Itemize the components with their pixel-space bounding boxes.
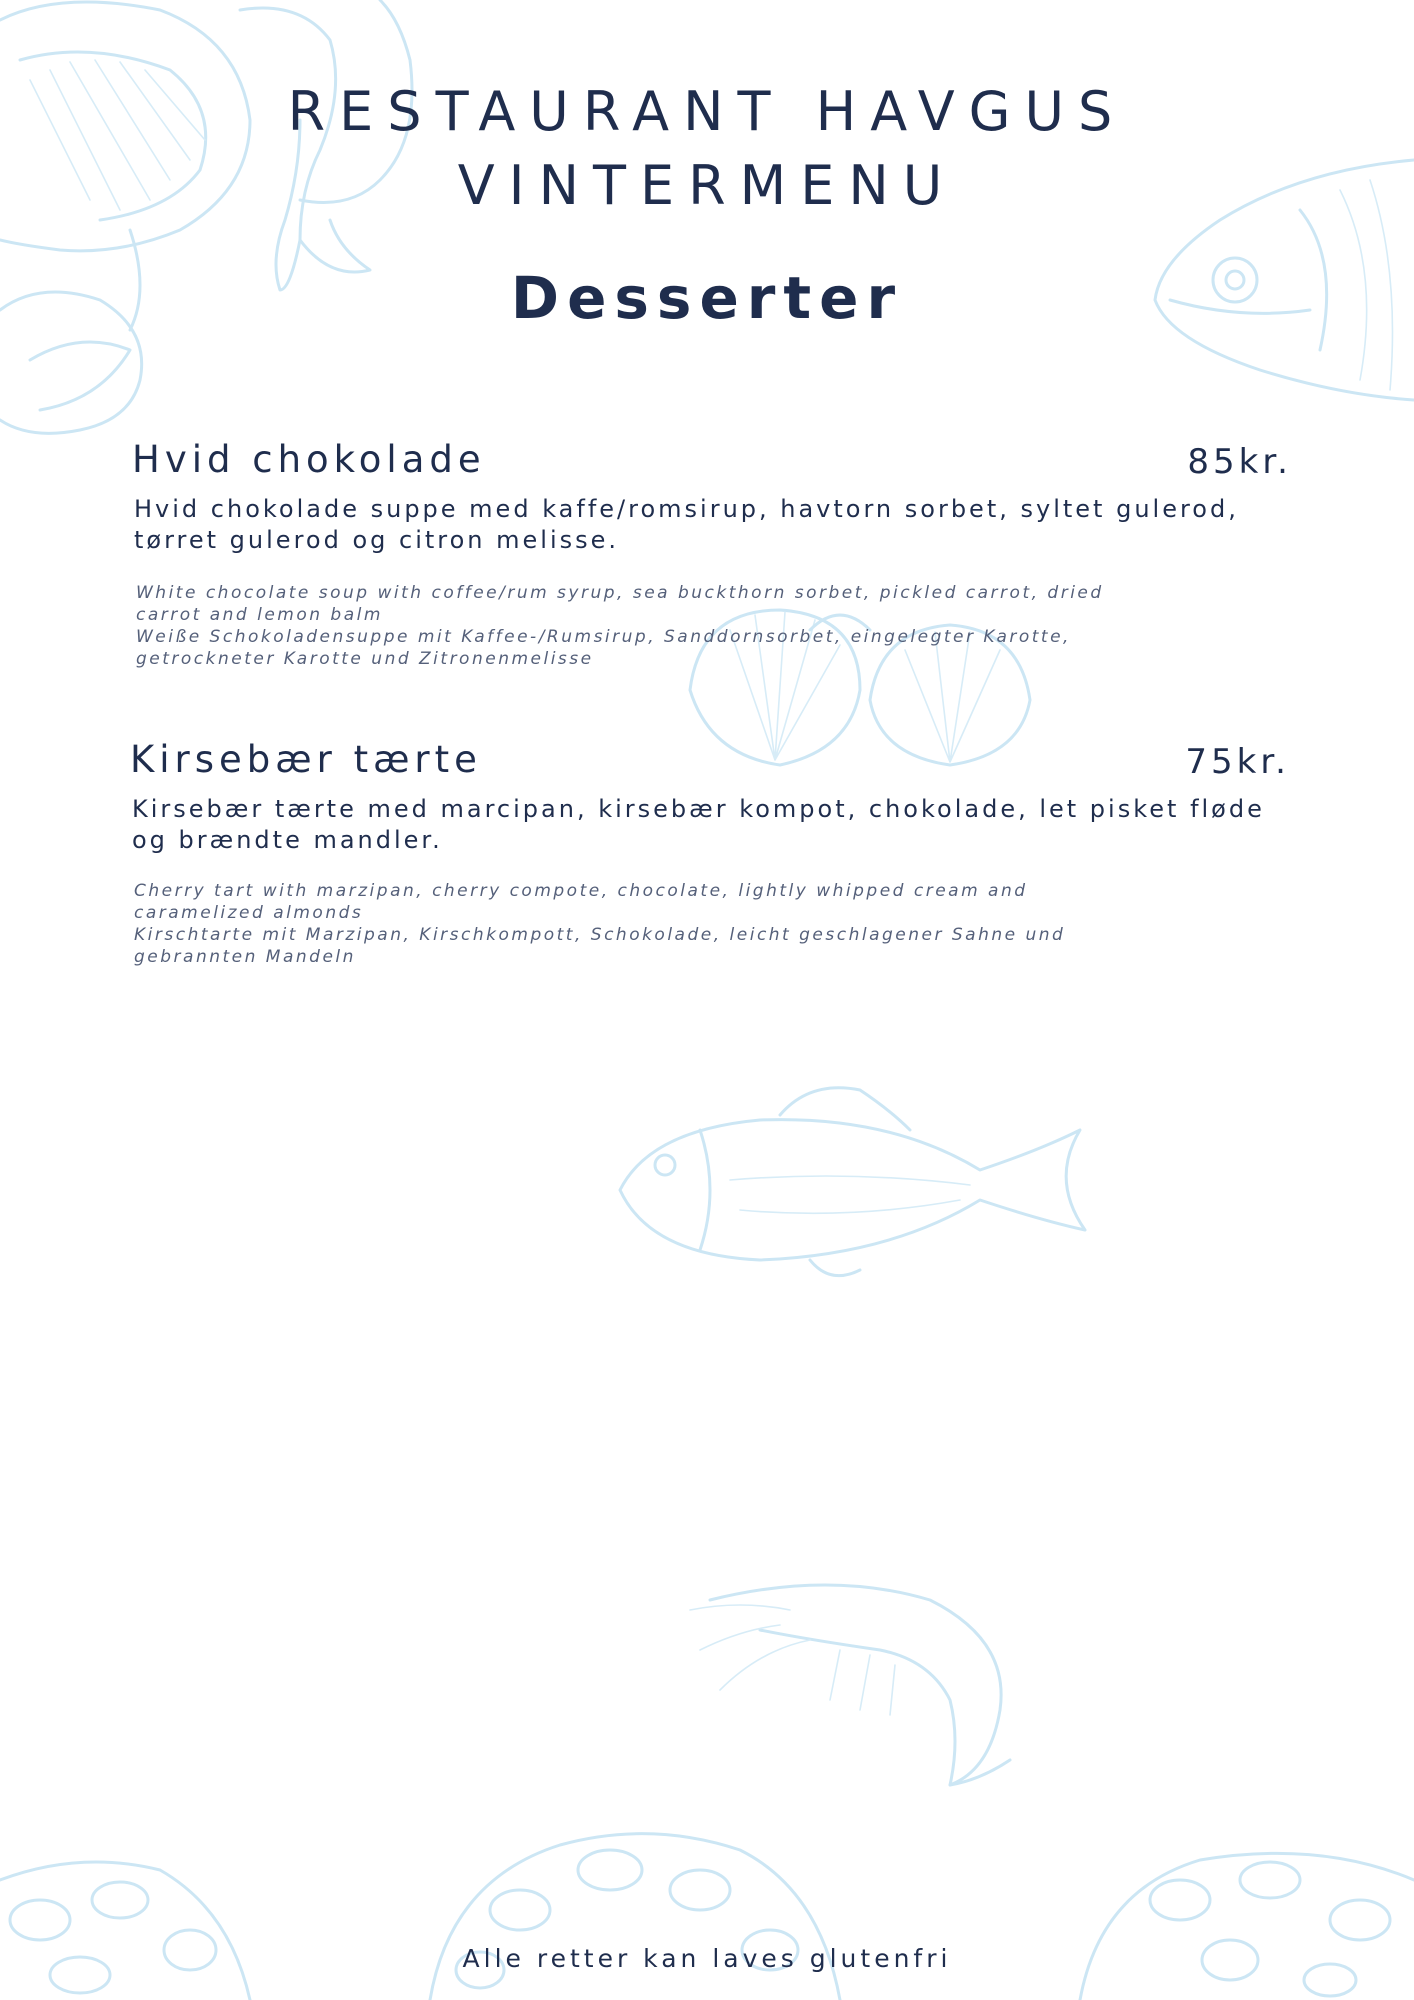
dish-price: 85kr. <box>1187 442 1292 482</box>
menu-item <box>132 436 1292 676</box>
dish-translation-de: Weiße Schokoladensuppe mit Kaffee-/Rumsirup, Sanddornsorbet, eingelegter Karotte, getrockneter Karotte und Zitronenmelisse <box>136 627 1071 669</box>
dish-translation-de: Kirschtarte mit Marzipan, Kirschkompott, Schokolade, leicht geschlagener Sahne und gebrannten Mandeln <box>134 925 1066 967</box>
gluten-free-note: Alle retter kan laves glutenfri <box>462 1944 952 1973</box>
dish-translation-en: Cherry tart with marzipan, cherry compote, chocolate, lightly whipped cream and caramelized almonds <box>134 881 1028 923</box>
shrimp-illustration <box>680 1570 1030 1790</box>
restaurant-name: RESTAURANT HAVGUS <box>287 80 1127 143</box>
menu-item <box>130 736 1290 976</box>
dish-name: Kirsebær tærte <box>130 738 482 781</box>
dish-price: 75kr. <box>1185 742 1290 782</box>
section-title: Desserter <box>510 264 904 332</box>
dish-translation-en: White chocolate soup with coffee/rum syrup, sea buckthorn sorbet, pickled carrot, dried carrot and lemon balm <box>136 583 1104 625</box>
dish-description: Kirsebær tærte med marcipan, kirsebær kompot, chokolade, let pisket fløde og brændte mandler. <box>132 795 1265 854</box>
dish-description: Hvid chokolade suppe med kaffe/romsirup, havtorn sorbet, syltet gulerod, tørret gulerod og citron melisse. <box>134 495 1239 554</box>
dish-name: Hvid chokolade <box>132 438 486 481</box>
fish-illustration <box>610 1070 1090 1290</box>
menu-title: VINTERMENU <box>457 154 957 217</box>
